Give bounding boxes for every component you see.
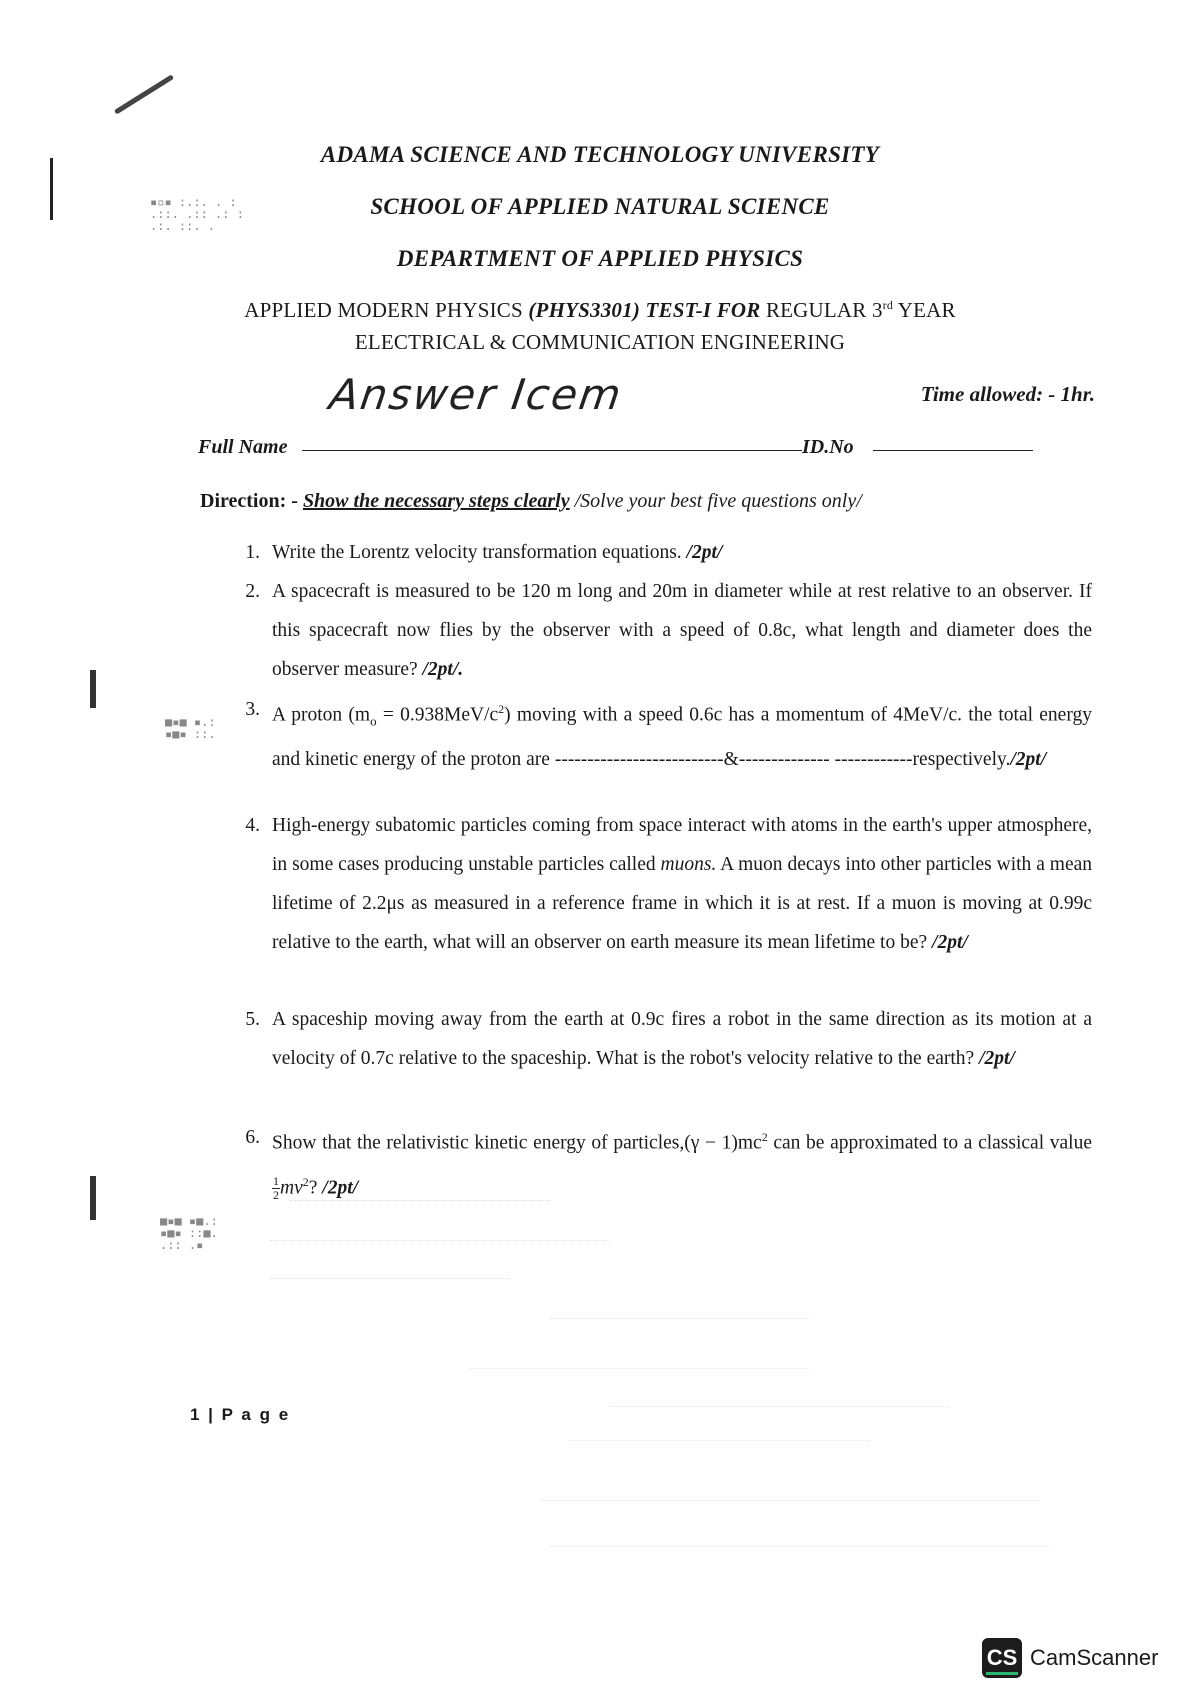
question-text-a: High-energy subatomic particles coming from space interact with atoms in the earth's upper atmosphere, in some cases producing unstable particles called [272,815,1092,875]
fraction-num: 1 [273,1174,279,1189]
question-number: 5. [245,1009,260,1030]
question-text-c: mv [280,1177,303,1198]
question-text-b: can be approximated to a classical value [767,1132,1092,1154]
course-line [0,298,1200,323]
scan-noise: ■▪■ ▪.: ▪■▪ ::. [165,715,216,741]
question-number: 3. [245,699,260,720]
question-text: A spacecraft is measured to be 120 m long and 20m in diameter while at rest relative to an observer. If this spacecraft now flies by the observer with a speed of 0.8c, what length and diameter does the observer measure? [272,581,1092,680]
id-label: ID.No [802,436,854,458]
squared-sup: 2 [761,1130,768,1144]
question-text-c: ) moving with a speed 0.6c has a momentum of 4MeV/c. the total energy and kinetic energy of the proton are --------------------------&-------------- ------------respectively. [272,704,1092,771]
id-line [873,450,1033,451]
question-sub: o [370,713,377,729]
course-prefix: APPLIED MODERN PHYSICS [244,298,523,322]
camscanner-brand: CamScanner [1030,1645,1159,1670]
question-points: /2pt/ [932,932,968,953]
direction-emphasis: Show the necessary steps clearly [302,490,570,512]
pen-stroke [114,74,174,114]
question-text-a: A proton (m [272,704,371,726]
handwritten-name: Answer Icem [326,370,626,419]
question-text-d: ? [308,1177,323,1198]
question-emphasis: muons. [660,854,717,875]
squared-sup: 2 [498,702,505,716]
time-allowed: Time allowed: - 1hr. [920,382,1095,406]
direction-rest: /Solve your best five questions only/ [569,490,862,512]
question-points: /2pt/ [1010,749,1047,771]
question-3 [232,690,1092,779]
question-points: /2pt/. [422,659,464,680]
course-suffix: REGULAR 3 [765,298,883,322]
question-5 [232,1000,1092,1078]
question-6 [232,1118,1092,1207]
direction [200,490,862,513]
left-edge-mark [90,1176,96,1220]
question-1 [232,533,1092,572]
question-4 [232,806,1092,962]
scan-noise: ■▪■ ▪■.: ▪■▪ ::■. .:: .▪ [160,1214,218,1252]
bleed-through [270,1200,1090,1620]
university-name: ADAMA SCIENCE AND TECHNOLOGY UNIVERSITY [320,142,880,167]
question-points: /2pt/ [322,1177,359,1198]
question-2 [232,572,1092,689]
scan-noise: ▪▫▪ :.:. . : .::. .:: .: : .:. ::. . [150,195,244,233]
question-text-b: = 0.938MeV/c [376,704,499,726]
left-edge-mark [90,670,96,708]
fraction-den: 2 [273,1188,279,1203]
question-number: 6. [245,1127,260,1148]
question-points: /2pt/ [979,1048,1015,1069]
question-number: 4. [245,815,260,836]
year-sup: rd [882,298,894,312]
school-name: SCHOOL OF APPLIED NATURAL SCIENCE [370,194,830,219]
department-name: DEPARTMENT OF APPLIED PHYSICS [396,246,804,271]
direction-label: Direction: - [200,490,303,512]
course-code-test: (PHYS3301) TEST-I FOR [528,298,761,322]
name-label: Full Name [198,436,288,458]
name-line [302,450,802,451]
year-word: YEAR [897,298,956,322]
question-points: /2pt/ [686,542,723,563]
squared-sup: 2 [302,1174,309,1189]
question-number: 1. [245,542,260,563]
camscanner-watermark [982,1638,1168,1678]
question-text: A spaceship moving away from the earth at 0.9c fires a robot in the same direction as its motion at a velocity of 0.7c relative to the spaceship. What is the robot's velocity relative to the earth? [272,1009,1092,1069]
question-number: 2. [245,581,260,602]
name-row [198,428,1038,462]
page-footer: 1 | P a g e [190,1405,291,1424]
question-text-b: A muon decays into other particles with a mean lifetime of 2.2μs as measured in a reference frame in which it is at rest. If a muon is moving at 0.99c relative to the earth, what will an observer on earth measure its mean lifetime to be? [272,854,1093,953]
program-line: ELECTRICAL & COMMUNICATION ENGINEERING [354,330,846,354]
camscanner-logo-icon: CS [982,1638,1022,1678]
question-text: Write the Lorentz velocity transformation equations. [272,542,687,563]
question-text-a: Show that the relativistic kinetic energy of particles,(γ − 1)mc [272,1132,762,1154]
fraction [272,1175,280,1202]
